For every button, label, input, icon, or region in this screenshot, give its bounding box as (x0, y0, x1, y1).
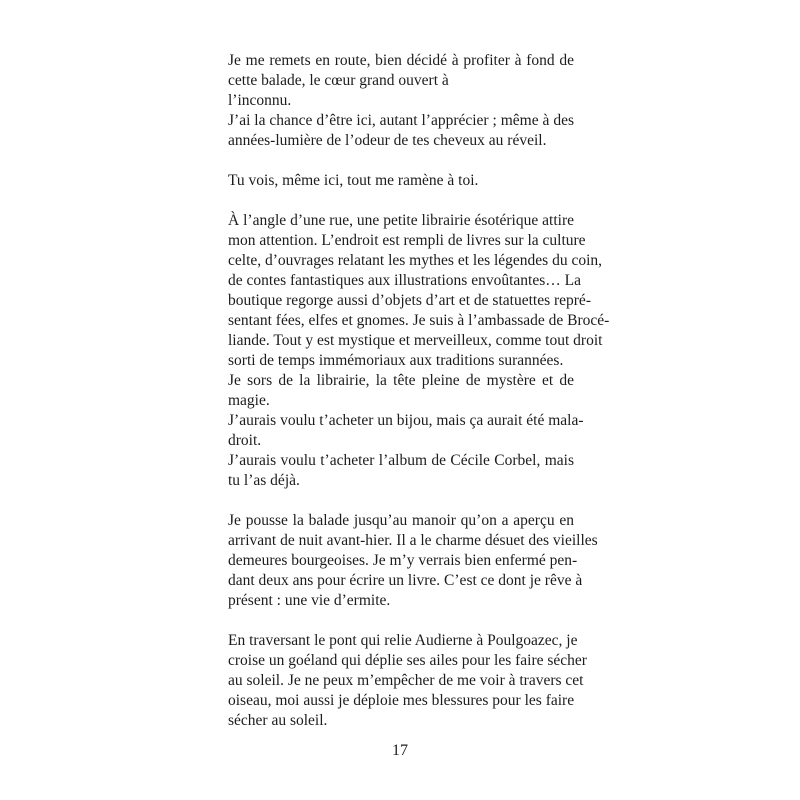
text-line: Tu vois, même ici, tout me ramène à toi. (228, 172, 479, 189)
text-line: sentant fées, elfes et gnomes. Je suis à l’ambassade de Brocé- (228, 312, 610, 329)
text-line: dant deux ans pour écrire un livre. C’est ce dont je rêve à (228, 572, 583, 589)
text-line: mon attention. L’endroit est rempli de livres sur la culture (228, 232, 586, 249)
text-line: présent : une vie d’ermite. (228, 592, 391, 609)
text-line: Je me remets en route, bien décidé à profiter à fond de (228, 52, 574, 69)
text-line: demeures bourgeoises. Je m’y verrais bien enfermé pen- (228, 552, 578, 569)
text-line: tu l’as déjà. (228, 472, 300, 489)
text-line: l’inconnu. (228, 92, 292, 109)
text-line: celte, d’ouvrages relatant les mythes et les légendes du coin, (228, 252, 603, 269)
text-line: oiseau, moi aussi je déploie mes blessures pour les faire (228, 692, 575, 709)
text-line: au soleil. Je ne peux m’empêcher de me voir à travers cet (228, 672, 584, 689)
text-line: sorti de temps immémoriaux aux traditions surannées. (228, 352, 564, 369)
text-line: Je sors de la librairie, la tête pleine de mystère et de (228, 372, 574, 389)
text-line: arrivant de nuit avant-hier. Il a le charme désuet des vieilles (228, 532, 598, 549)
text-line: J’aurais voulu t’acheter un bijou, mais ça aurait été mala- (228, 412, 584, 429)
text-line: liande. Tout y est mystique et merveilleux, comme tout droit (228, 332, 603, 349)
page-number: 17 (392, 742, 408, 759)
text-line: années-lumière de l’odeur de tes cheveux au réveil. (228, 132, 547, 149)
text-line: de contes fantastiques aux illustrations envoûtantes… La (228, 272, 581, 289)
text-line: J’ai la chance d’être ici, autant l’apprécier ; même à des (228, 112, 574, 129)
text-line: sécher au soleil. (228, 712, 328, 729)
text-line: boutique regorge aussi d’objets d’art et de statuettes repré- (228, 292, 591, 309)
text-line: droit. (228, 432, 262, 449)
text-line: J’aurais voulu t’acheter l’album de Cécile Corbel, mais (228, 452, 574, 469)
text-line: En traversant le pont qui relie Audierne à Poulgoazec, je (228, 632, 578, 649)
text-line: À l’angle d’une rue, une petite librairie ésotérique attire (228, 212, 574, 229)
text-line: cette balade, le cœur grand ouvert à (228, 72, 449, 89)
text-line: croise un goéland qui déplie ses ailes pour les faire sécher (228, 652, 587, 669)
text-line: magie. (228, 392, 270, 409)
text-line: Je pousse la balade jusqu’au manoir qu’on a aperçu en (228, 512, 574, 529)
